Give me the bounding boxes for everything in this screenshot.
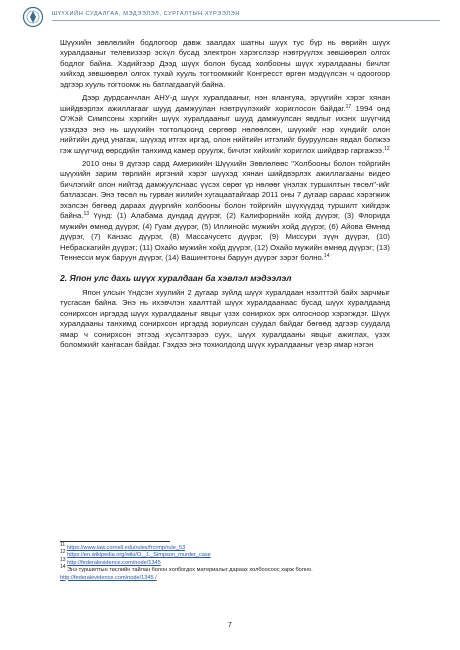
paragraph-4: Япон улсын Үндсэн хуулийн 2 дугаар зүйлд шүүх хуралдаан нээлттэй байх зарчмыг тусгасан байна. Энэ нь ихэвчлэн хаалттай шүүх хуралдаанаас бусад шүүх хуралдаанд сонирхсон иргэдэд шүүх хуралдааныг явцыг үзэх сонирхох эрх олгосноор хэрэгждэг. Шүүх хуралдааны танхимд сонирхсон иргэдэд зориулсан суудал байдаг бөгөөд эдгээр суудалд ямар ч сонирхсон этгээд хүсэлтээрээ суух, шүүх хуралдааны явцыг ажиглах, үзэх боломжийг хангасан байдаг. Гэхдээ энэ тохиолдолд шүүх хуралдааныг үеэр ямар нэгэн <box>60 287 390 350</box>
footnote-ref-13[interactable]: 13 <box>83 211 90 218</box>
header-title: ШҮҮХИЙН СУДАЛГАА, МЭДЭЭЛЭЛ, СУРГАЛТЫН ХҮРЭЭЛЭН <box>52 11 240 17</box>
footnote-ref-12[interactable]: 12 <box>384 145 390 152</box>
footnote-14 <box>60 564 390 574</box>
paragraph-2 <box>60 93 390 156</box>
section-heading: 2. Япон улс дахь шүүх хуралдаан ба хэвлэл мэдээлэл <box>60 272 292 283</box>
paragraph-1: Шүүхийн зөвлөлийн бодлогоор давж заалдах шатны шүүх тус бүр нь өөрийн шүүх хуралдааныг телевизээр эсхүл бусад электрон хэрэгслээр нэвтрүүлэх зөвшөөрөл олгох бодлог байна. Хэдийгээр Дээд шүүх болон бусад холбооны шүүх хуралдааны бичлэг хийхэд зөвшөөрөл олгох тухай хууль тогтоомжийг Конгресст өргөн мэдүүлсэн ч одоогоор эдгээр хууль тогтоомж нь батлагдаагүй байна. <box>60 38 390 89</box>
footnote-link[interactable]: https://www.law.cornell.edu/rules/frcrmp/rule_53 <box>66 545 186 551</box>
footnote-14-link-row <box>60 575 390 582</box>
footnote-text: Энэ туршилтын төслийн тайлан болон холбогдох материалыг дараах холбоосоос харж болно. <box>67 567 313 574</box>
footnote-number: 11 <box>60 542 66 548</box>
page-header <box>22 6 440 28</box>
paragraph-3 <box>60 159 390 264</box>
paragraph-2-text: Дээр дурдсанчлан АНУ-д шүүх хуралдааныг, нэн ялангуяа, эрүүгийн хэрэг хянан шийдвэрлэх ажиллагааг шууд дамжуулан нэвтрүүлэхийг хориглосон байдаг. <box>60 93 390 113</box>
header-divider <box>52 20 440 21</box>
footnote-number: 13 <box>60 556 66 563</box>
footnote-link[interactable]: http://federalevidence.com/node/1345 <box>67 559 161 566</box>
footnote-number: 12 <box>60 549 66 556</box>
footnote-12 <box>60 549 390 559</box>
footnote-divider <box>60 541 170 542</box>
footnotes <box>60 542 390 582</box>
footnote-link[interactable]: http://federalevidence.com/node/1345 / <box>60 574 157 581</box>
paragraph-2-text-cont: 1994 онд О'Жэй Симпсоны хэргийн шүүх хуралдааныг шууд дамжуулсан явдлыг ихэнх шүүгчид үзэхдээ энэ нь шүүхийн тогтолцоонд сөргөөр нөлөөлсөн, шүүхийг нэр хүндийг олон нийтийн дунд унагаж, шүүхэд итгэх иргэд, олон нийтийн итгэлийг бууруулсан явдал болжээ гэж шүүгчид өөрсдийн танхимд камер оруулж, бичлэг хийхийг хориглох шийдвэр гаргажээ. <box>60 103 390 155</box>
footnote-ref-14[interactable]: 14 <box>323 253 330 260</box>
institute-logo-icon <box>22 6 44 28</box>
paragraph-3-text-cont: Үүнд: (1) Алабама дундад дүүрэг, (2) Калифорнийн хойд дүүрэг, (3) Флорида мужийн өмнөд дүүрэг, (4) Гуам дүүрэг, (5) Иллинойс мужийн хойд дүүрэг, (6) Айова Өмнөд дүүрэг, (7) Канзас дүүрэг, (8) Массачусетс дүүрэг, (9) Миссури зүүн дүүрэг, (10) Небраскагийн дүүрэг; (11) Охайо мужийн хойд дүүрэг, (12) Охайо мужийн өмнөд дүүрэг; (13) Теннесси муж баруун дүүрэг, (14) Вашингтоны баруун дүүрэг зэрэг болно. <box>60 211 390 263</box>
main-text <box>60 38 390 354</box>
page-number: 7 <box>228 622 232 629</box>
footnote-link[interactable]: https://en.wikipedia.org/wiki/O._J._Simpson_murder_case <box>67 552 211 559</box>
paragraph-3-text: 2010 оны 9 дүгээр сард Америкийн Шүүхийн Зөвлөлөөс "Холбооны болон тойргийн шүүхийн зарим төрлийн иргэний хэрэг шүүхэд хянан шийдвэрлэх ажиллагааны видео бичлэгийг олон нийтэд дамжуулснаас үүсэх сөрөг үр нөлөөг үнэлэх туршилтын төсөл"-ийг батлазсан. Энэ төсөл нь гурван жилийн хугацаатайгаар 2011 оны 7 дугаар сараас хэрэгжиж эхэлсэн бөгөөд дараах дүүргийн холбооны болон тойргийн шүүхүүдэд туршилт хийгдэж байна. <box>60 158 390 221</box>
footnote-number: 14 <box>60 564 66 571</box>
footnote-ref-17[interactable]: 17 <box>345 103 352 110</box>
